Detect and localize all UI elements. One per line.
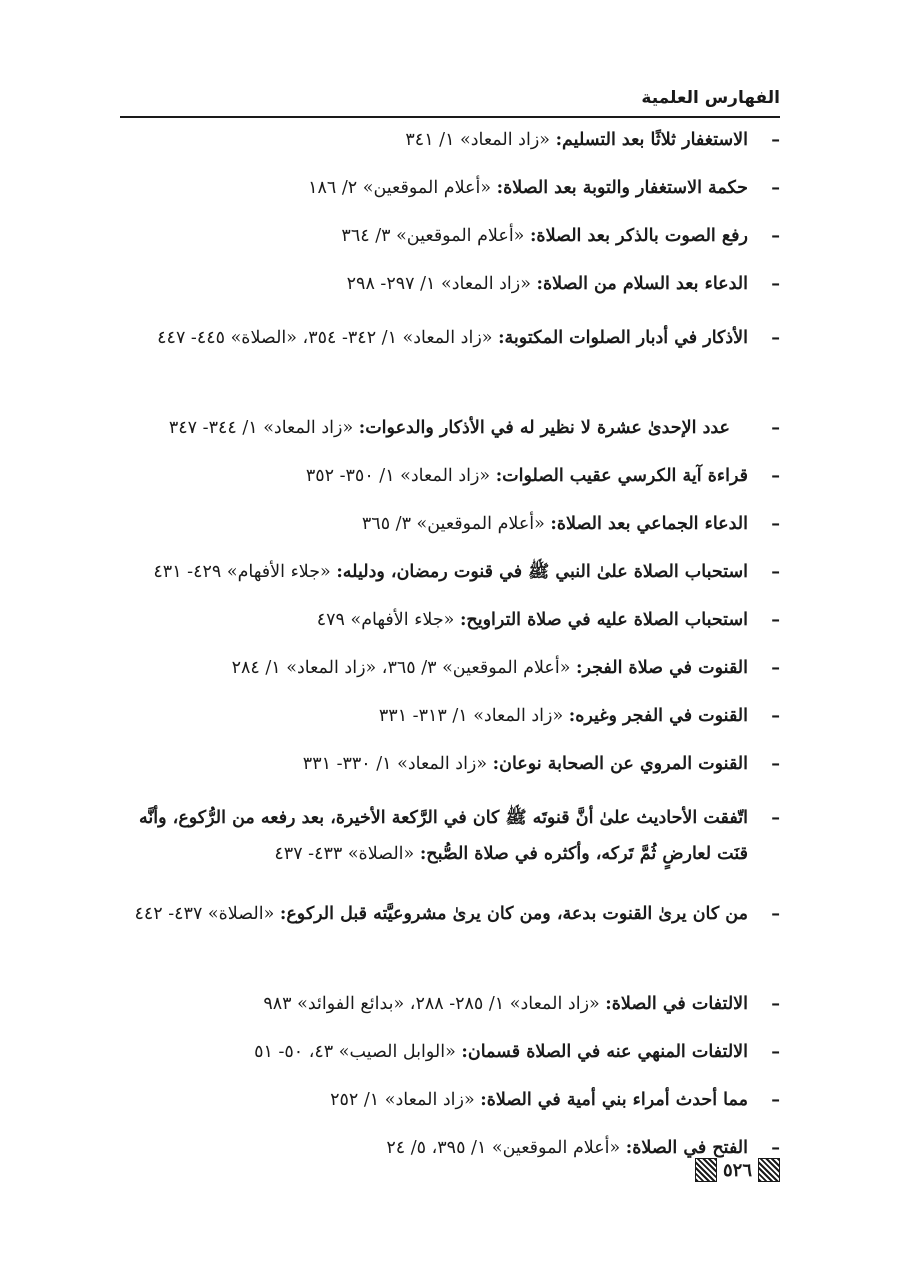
index-entry xyxy=(120,1088,780,1112)
entry-dash: – xyxy=(771,178,780,198)
entry-reference: «أعلام الموقعين» ٣/ ٣٦٥، «زاد المعاد» ١/ ٢٨٤ xyxy=(231,658,576,678)
entry-term: الاستغفار ثلاثًا بعد التسليم: xyxy=(555,130,748,150)
entry-reference: «زاد المعاد» ١/ ٣١٣- ٣٣١ xyxy=(378,706,569,726)
entry-term: اتّفقت الأحاديث علىٰ أنَّ قنوتَه ﷺ كان في الرَّكعة الأخيرة، بعد رفعه من الرُّكوع، وأنَّه قنَت لعارضٍ ثُمَّ تَركه، وأكثره في صلاة الصُّبح: xyxy=(139,808,748,864)
entry-reference: «زاد المعاد» ١/ ٣٤١ xyxy=(405,130,556,150)
entry-term: من كان يرىٰ القنوت بدعة، ومن كان يرىٰ مشروعيَّته قبل الركوع: xyxy=(279,904,748,924)
index-entry xyxy=(120,512,780,536)
ornament-icon xyxy=(695,1158,717,1182)
entry-dash: – xyxy=(771,904,780,924)
entry-reference: «الوابل الصيب» ٤٣، ٥٠- ٥١ xyxy=(254,1042,462,1062)
page-footer xyxy=(120,1152,780,1192)
index-entry xyxy=(120,176,780,200)
entry-term: القنوت في الفجر وغيره: xyxy=(568,706,748,726)
entry-term: رفع الصوت بالذكر بعد الصلاة: xyxy=(529,226,748,246)
entry-reference: «الصلاة» ٤٣٧- ٤٤٢ xyxy=(134,904,280,924)
entry-dash: – xyxy=(771,328,780,348)
index-entry xyxy=(120,704,780,728)
running-header xyxy=(120,86,780,120)
entry-term: الالتفات في الصلاة: xyxy=(605,994,748,1014)
entry-dash: – xyxy=(771,808,780,828)
index-entry xyxy=(120,608,780,632)
entry-term: القنوت المروي عن الصحابة نوعان: xyxy=(492,754,748,774)
entry-dash: – xyxy=(771,1138,780,1158)
entry-term: قراءة آية الكرسي عقيب الصلوات: xyxy=(495,466,748,486)
entry-dash: – xyxy=(771,226,780,246)
header-title: الفهارس العلمية xyxy=(641,88,780,108)
entry-term: استحباب الصلاة عليه في صلاة التراويح: xyxy=(459,610,748,630)
entry-term: القنوت في صلاة الفجر: xyxy=(575,658,748,678)
entry-dash: – xyxy=(771,418,780,438)
entry-reference: «أعلام الموقعين» ٢/ ١٨٦ xyxy=(308,178,497,198)
entry-dash: – xyxy=(771,706,780,726)
entry-dash: – xyxy=(771,1042,780,1062)
index-entry xyxy=(120,1040,780,1064)
page-number: ٥٢٦ xyxy=(722,1159,752,1181)
entry-reference: «زاد المعاد» ١/ ٣٤٢- ٣٥٤، «الصلاة» ٤٤٥- ٤٤٧ xyxy=(157,328,499,348)
entry-dash: – xyxy=(771,610,780,630)
index-entry xyxy=(120,992,780,1016)
entry-term: الالتفات المنهي عنه في الصلاة قسمان: xyxy=(461,1042,748,1062)
entry-reference: «زاد المعاد» ١/ ٣٥٠- ٣٥٢ xyxy=(305,466,496,486)
index-entry xyxy=(120,896,780,932)
ornament-icon xyxy=(758,1158,780,1182)
entry-reference: «الصلاة» ٤٣٣- ٤٣٧ xyxy=(274,844,420,864)
index-entry xyxy=(120,416,780,440)
entry-reference: «زاد المعاد» ١/ ٣٤٤- ٣٤٧ xyxy=(168,418,359,438)
entry-term: الدعاء الجماعي بعد الصلاة: xyxy=(550,514,748,534)
entry-reference: «جلاء الأفهام» ٤٢٩- ٤٣١ xyxy=(153,562,337,582)
index-entry xyxy=(120,224,780,248)
index-entry xyxy=(120,656,780,680)
folio xyxy=(695,1158,780,1182)
index-entry xyxy=(120,752,780,776)
index-entry xyxy=(120,560,780,584)
entry-reference: «زاد المعاد» ١/ ٢٥٢ xyxy=(330,1090,481,1110)
index-entry xyxy=(120,800,780,872)
entry-dash: – xyxy=(771,514,780,534)
entry-term: الفتح في الصلاة: xyxy=(625,1138,748,1158)
entry-dash: – xyxy=(771,754,780,774)
entry-term: استحباب الصلاة علىٰ النبي ﷺ في قنوت رمضان، ودليله: xyxy=(336,562,748,582)
entry-reference: «زاد المعاد» ١/ ٢٩٧- ٢٩٨ xyxy=(346,274,537,294)
entry-reference: «جلاء الأفهام» ٤٧٩ xyxy=(316,610,460,630)
entry-reference: «زاد المعاد» ١/ ٢٨٥- ٢٨٨، «بدائع الفوائد» ٩٨٣ xyxy=(263,994,606,1014)
index-entry xyxy=(120,464,780,488)
entry-dash: – xyxy=(771,658,780,678)
entry-dash: – xyxy=(771,562,780,582)
header-rule xyxy=(120,116,780,118)
entry-term: الدعاء بعد السلام من الصلاة: xyxy=(536,274,748,294)
entry-term: مما أحدث أمراء بني أمية في الصلاة: xyxy=(480,1090,748,1110)
entry-dash: – xyxy=(771,130,780,150)
entry-dash: – xyxy=(771,466,780,486)
entry-dash: – xyxy=(771,994,780,1014)
entry-reference: «أعلام الموقعين» ٣/ ٣٦٤ xyxy=(341,226,530,246)
entry-term: حكمة الاستغفار والتوبة بعد الصلاة: xyxy=(496,178,748,198)
entry-term: الأذكار في أدبار الصلوات المكتوبة: xyxy=(498,328,748,348)
entry-reference: «أعلام الموقعين» ١/ ٣٩٥، ٥/ ٢٤ xyxy=(386,1138,626,1158)
entry-dash: – xyxy=(771,274,780,294)
entry-term: عدد الإحدىٰ عشرة لا نظير له في الأذكار والدعوات: xyxy=(358,418,730,438)
entry-reference: «زاد المعاد» ١/ ٣٣٠- ٣٣١ xyxy=(302,754,493,774)
entry-dash: – xyxy=(771,1090,780,1110)
entry-reference: «أعلام الموقعين» ٣/ ٣٦٥ xyxy=(361,514,551,534)
index-entry xyxy=(120,128,780,152)
index-entry xyxy=(120,272,780,296)
index-entry xyxy=(120,320,780,356)
